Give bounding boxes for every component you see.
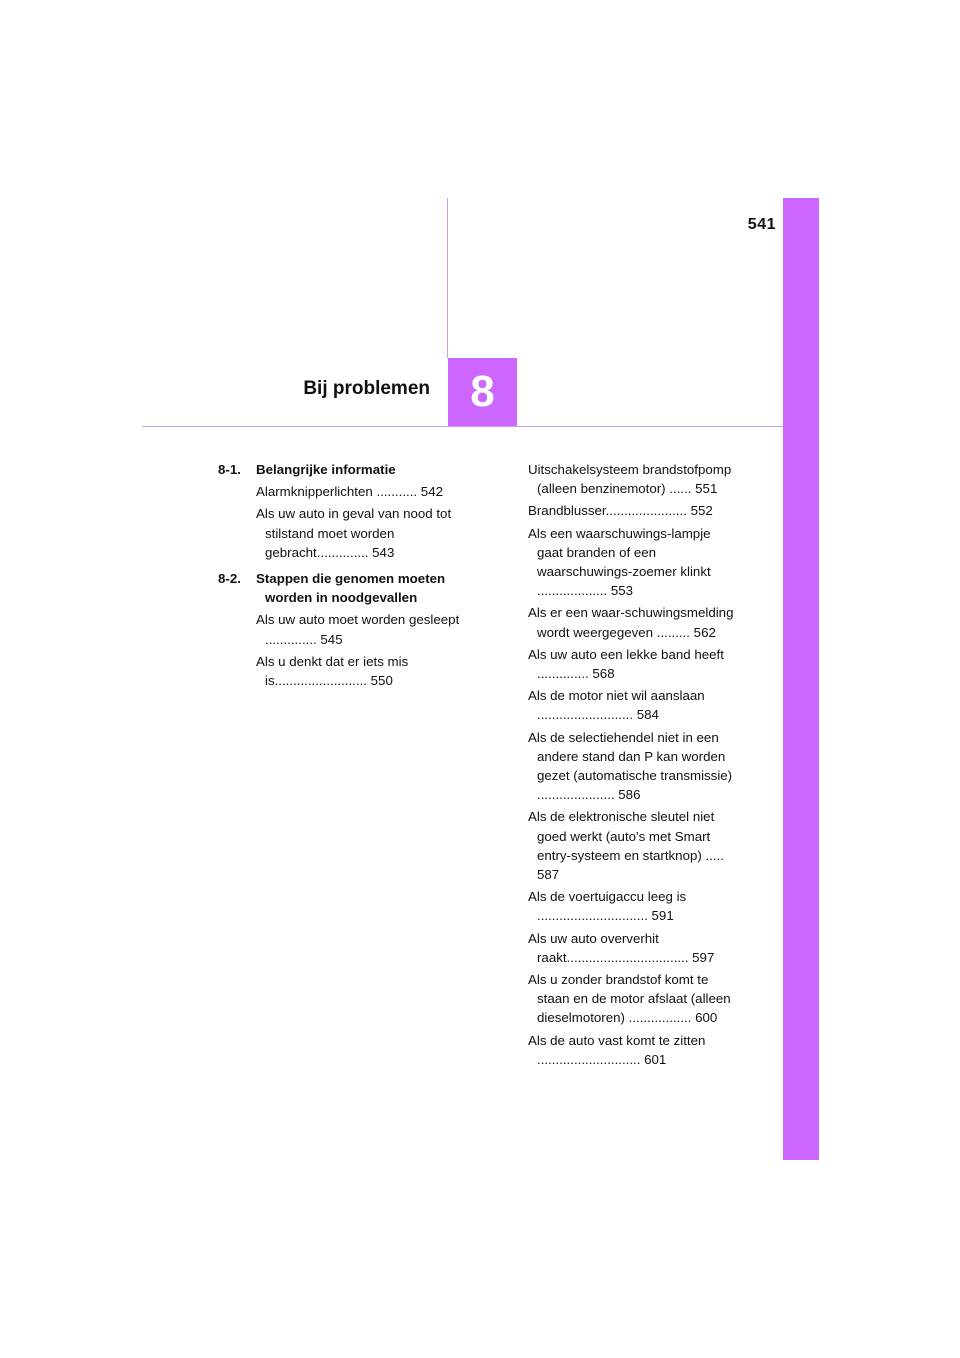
toc-section-heading bbox=[218, 460, 466, 479]
toc-left-column bbox=[218, 460, 466, 693]
toc-entry[interactable]: Als u denkt dat er iets mis is......................... 550 bbox=[256, 653, 409, 689]
section-number: 8-2. bbox=[218, 571, 241, 587]
chapter-number-box: 8 bbox=[448, 358, 517, 426]
toc-entry[interactable]: Als uw auto een lekke band heeft .............. 568 bbox=[528, 646, 724, 682]
section-title: Belangrijke informatie bbox=[256, 462, 396, 477]
page-number: 541 bbox=[747, 216, 776, 233]
toc-entry[interactable]: Als de selectiehendel niet in een andere stand dan P kan worden gezet (automatische transmissie) ..................... 586 bbox=[528, 729, 733, 803]
toc-entry[interactable]: Als de auto vast komt te zitten ............................ 601 bbox=[528, 1032, 706, 1067]
toc-entry-list bbox=[218, 610, 466, 690]
toc-entry[interactable]: Als uw auto in geval van nood tot stilstand moet worden gebracht.............. 543 bbox=[256, 506, 452, 560]
toc-right-column bbox=[528, 460, 739, 1072]
chapter-title: Bij problemen bbox=[303, 378, 430, 399]
toc-entry[interactable]: Brandblusser...................... 552 bbox=[528, 503, 713, 519]
toc-entry[interactable]: Als een waarschuwings-lampje gaat branden of een waarschuwings-zoemer klinkt ................... 553 bbox=[528, 525, 711, 599]
toc-entry[interactable]: Als u zonder brandstof komt te staan en de motor afslaat (alleen dieselmotoren) ................. 600 bbox=[528, 972, 731, 1026]
toc-entry-list bbox=[218, 482, 466, 562]
horizontal-divider bbox=[142, 426, 783, 427]
toc-entry[interactable]: Als de elektronische sleutel niet goed werkt (auto's met Smart entry-systeem en startknop) ..... 587 bbox=[528, 809, 724, 883]
toc-entry[interactable]: Als de motor niet wil aanslaan .......................... 584 bbox=[528, 688, 705, 723]
section-title: Stappen die genomen moeten worden in noodgevallen bbox=[256, 571, 446, 606]
toc-entry[interactable]: Als uw auto moet worden gesleept .............. 545 bbox=[256, 612, 460, 647]
section-number: 8-1. bbox=[218, 462, 241, 477]
toc-section-heading bbox=[218, 569, 466, 607]
toc-entry[interactable]: Als de voertuigaccu leeg is .............................. 591 bbox=[528, 889, 687, 924]
chapter-side-tab bbox=[783, 198, 819, 1160]
toc-entry[interactable]: Alarmknipperlichten ........... 542 bbox=[256, 484, 443, 500]
vertical-divider bbox=[447, 198, 448, 358]
toc-entry[interactable]: Uitschakelsysteem brandstofpomp (alleen benzinemotor) ...... 551 bbox=[528, 462, 732, 497]
toc-entry[interactable]: Als er een waar-schuwingsmelding wordt weergegeven ......... 562 bbox=[528, 605, 734, 640]
toc-entry[interactable]: Als uw auto oververhit raakt................................. 597 bbox=[528, 930, 715, 965]
